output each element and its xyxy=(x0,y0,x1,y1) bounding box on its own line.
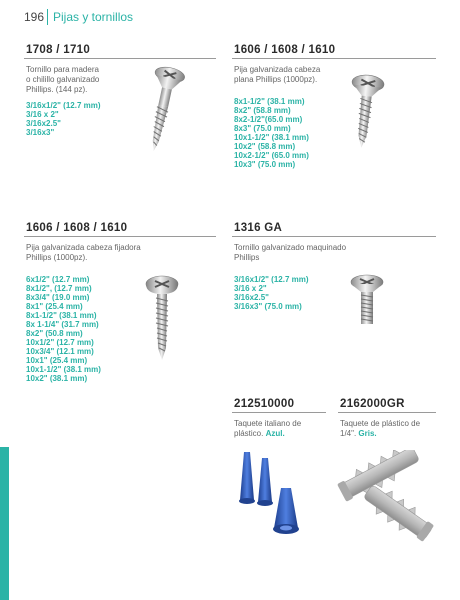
description-line: Phillips (1000pz). xyxy=(26,253,88,262)
divider-line xyxy=(24,58,216,59)
blue-plastic-anchor-image xyxy=(228,448,318,538)
product-code: 2162000GR xyxy=(340,398,405,410)
product-code: 1606 / 1608 / 1610 xyxy=(234,44,336,56)
size-item: 3/16x3" (75.0 mm) xyxy=(234,302,302,311)
size-item: 3/16x2.5" xyxy=(26,119,61,128)
size-item: 8x2" (58.8 mm) xyxy=(234,106,291,115)
size-item: 3/16x3" xyxy=(26,128,55,137)
size-list xyxy=(24,275,216,383)
product-description xyxy=(232,419,326,439)
size-item: 10x3" (75.0 mm) xyxy=(234,160,296,169)
machine-screw-image xyxy=(343,272,391,327)
size-list xyxy=(232,97,436,169)
size-item: 8x2-1/2"(65.0 mm) xyxy=(234,115,303,124)
size-item: 6x1/2" (12.7 mm) xyxy=(26,275,90,284)
product-code: 1708 / 1710 xyxy=(26,44,91,56)
description-line: Tornillo para madera xyxy=(26,65,99,74)
description-line: Taquete de plástico de xyxy=(340,419,421,428)
size-item: 10x2" (38.1 mm) xyxy=(26,374,88,383)
description-line: Taquete italiano de xyxy=(234,419,302,428)
size-item: 3/16x1/2" (12.7 mm) xyxy=(234,275,309,284)
size-item: 10x2-1/2" (65.0 mm) xyxy=(234,151,309,160)
divider-line xyxy=(232,58,436,59)
product-2162000gr xyxy=(338,398,436,439)
description-line: plana Phillips (1000pz). xyxy=(234,75,318,84)
size-item: 8x2" (50.8 mm) xyxy=(26,329,83,338)
size-item: 10x1-1/2" (38.1 mm) xyxy=(26,365,101,374)
flat-head-tapping-screw-image xyxy=(340,72,390,152)
pan-head-screw-image xyxy=(137,272,187,362)
size-item: 8x3" (75.0 mm) xyxy=(234,124,291,133)
page-number: 196 xyxy=(24,10,45,24)
size-item: 3/16x2.5" xyxy=(234,293,269,302)
divider-line xyxy=(24,236,216,237)
description-text: 1/4". xyxy=(340,429,357,438)
size-item: 10x3/4" (12.1 mm) xyxy=(26,347,94,356)
product-1606-1608-1610-pan xyxy=(24,222,216,383)
description-line: Tornillo galvanizado maquinado xyxy=(234,243,347,252)
size-item: 10x1-1/2" (38.1 mm) xyxy=(234,133,309,142)
product-code: 1316 GA xyxy=(234,222,283,234)
product-description xyxy=(232,243,436,263)
product-212510000 xyxy=(232,398,326,439)
description-line: o chilillo galvanizado xyxy=(26,75,100,84)
size-item: 8x 1-1/4" (31.7 mm) xyxy=(26,320,99,329)
divider-line xyxy=(232,236,436,237)
description-line xyxy=(340,429,436,439)
product-1606-1608-1610-flat xyxy=(232,44,436,169)
grey-plastic-anchor-image xyxy=(330,450,440,545)
size-item: 10x2" (58.8 mm) xyxy=(234,142,296,151)
size-item: 8x3/4" (19.0 mm) xyxy=(26,293,90,302)
color-name: Azul. xyxy=(265,429,285,438)
product-description xyxy=(24,243,216,263)
description-line: Pija galvanizada cabeza fijadora xyxy=(26,243,141,252)
size-item: 8x1-1/2" (38.1 mm) xyxy=(26,311,97,320)
product-description xyxy=(232,65,436,85)
product-1316-ga xyxy=(232,222,436,311)
size-item: 3/16 x 2" xyxy=(26,110,59,119)
product-description xyxy=(338,419,436,439)
description-line xyxy=(234,429,326,439)
size-list xyxy=(232,275,436,311)
description-text: plástico. xyxy=(234,429,264,438)
description-line: Pija galvanizada cabeza xyxy=(234,65,321,74)
color-name: Gris. xyxy=(358,429,377,438)
size-item: 8x1" (25.4 mm) xyxy=(26,302,83,311)
size-item: 3/16x1/2" (12.7 mm) xyxy=(26,101,101,110)
side-accent-bar xyxy=(0,447,9,600)
product-code: 1606 / 1608 / 1610 xyxy=(26,222,128,234)
size-item: 8x1-1/2" (38.1 mm) xyxy=(234,97,305,106)
section-title: Pijas y tornillos xyxy=(53,10,134,24)
size-item: 8x1/2", (12.7 mm) xyxy=(26,284,92,293)
product-code: 212510000 xyxy=(234,398,295,410)
size-item: 10x1" (25.4 mm) xyxy=(26,356,88,365)
description-line: Phillips. (144 pz). xyxy=(26,85,88,94)
divider-line xyxy=(232,412,326,413)
header-divider xyxy=(47,9,48,25)
description-line: Phillips xyxy=(234,253,260,262)
size-item: 10x1/2" (12.7 mm) xyxy=(26,338,94,347)
divider-line xyxy=(338,412,436,413)
flat-head-wood-screw-image xyxy=(138,62,188,157)
size-item: 3/16 x 2" xyxy=(234,284,267,293)
